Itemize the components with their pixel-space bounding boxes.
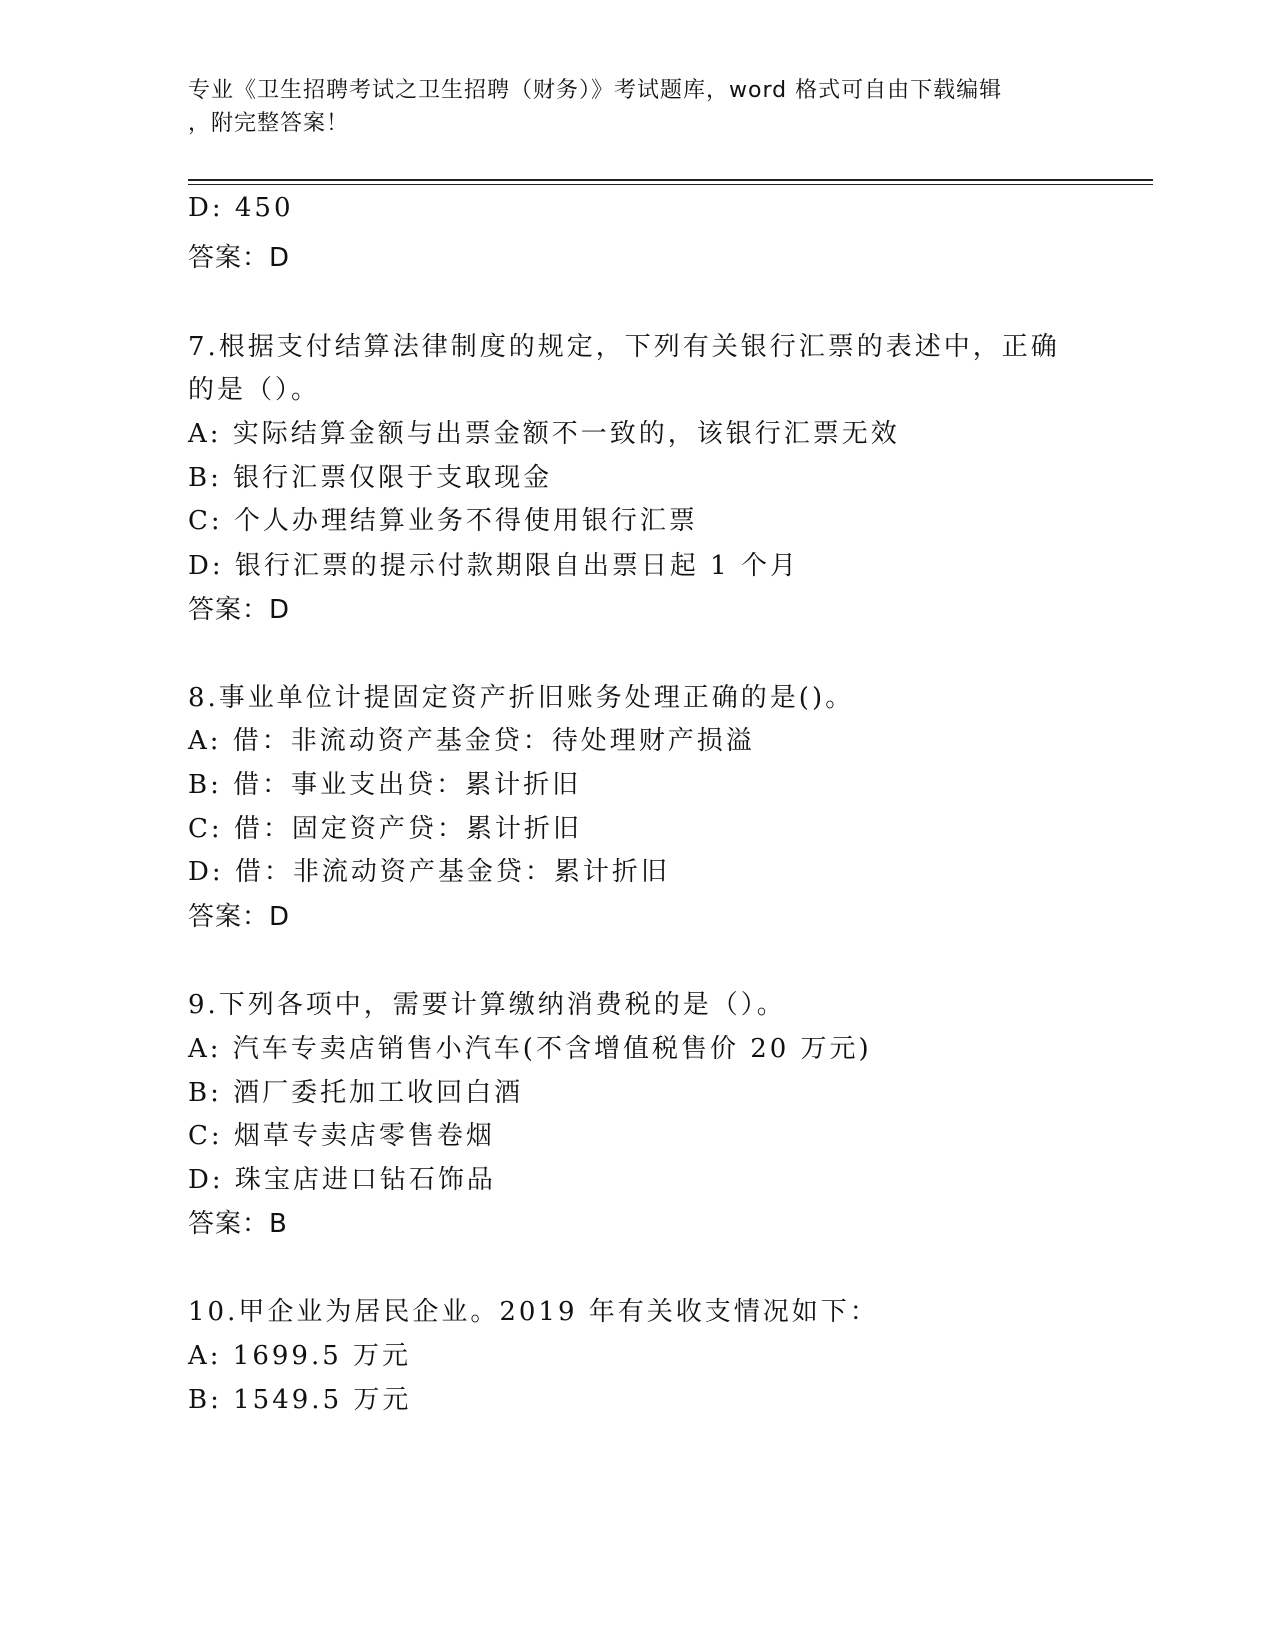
q7-option-c: C: 个人办理结算业务不得使用银行汇票 <box>188 506 698 536</box>
q8-option-a: A: 借：非流动资产基金贷：待处理财产损溢 <box>188 726 755 756</box>
header-line-2: ，附完整答案！ <box>188 111 350 136</box>
q8-option-c: C: 借：固定资产贷：累计折旧 <box>188 814 582 844</box>
q7-answer: 答案：D <box>188 595 291 625</box>
q9-option-a: A: 汽车专卖店销售小汽车(不含增值税售价 20 万元) <box>188 1034 872 1064</box>
q9-stem: 9.下列各项中，需要计算缴纳消费税的是（）。 <box>188 990 786 1020</box>
q7-stem-line-2: 的是（）。 <box>188 375 321 405</box>
q10-option-a: A: 1699.5 万元 <box>188 1341 412 1371</box>
q8-option-b: B: 借：事业支出贷：累计折旧 <box>188 770 582 800</box>
q9-answer: 答案：B <box>188 1209 288 1239</box>
q6-answer: 答案：D <box>188 243 291 273</box>
header-divider-thin <box>188 184 1153 185</box>
q6-option-d: D: 450 <box>188 193 294 223</box>
q9-option-d: D: 珠宝店进口钻石饰品 <box>188 1165 496 1195</box>
document-header <box>188 74 1068 140</box>
header-divider-thick <box>188 179 1153 181</box>
header-line-1: 专业《卫生招聘考试之卫生招聘（财务）》考试题库，word 格式可自由下载编辑 <box>188 78 1003 103</box>
q8-answer: 答案：D <box>188 902 291 932</box>
q10-option-b: B: 1549.5 万元 <box>188 1385 412 1415</box>
q7-option-b: B: 银行汇票仅限于支取现金 <box>188 463 553 493</box>
q8-option-d: D: 借：非流动资产基金贷：累计折旧 <box>188 857 670 887</box>
q9-option-c: C: 烟草专卖店零售卷烟 <box>188 1121 495 1151</box>
q10-stem: 10.甲企业为居民企业。2019 年有关收支情况如下： <box>188 1297 879 1327</box>
q7-option-d: D: 银行汇票的提示付款期限自出票日起 1 个月 <box>188 551 799 581</box>
q9-option-b: B: 酒厂委托加工收回白酒 <box>188 1078 524 1108</box>
q7-stem-line-1: 7.根据支付结算法律制度的规定，下列有关银行汇票的表述中，正确 <box>188 332 1060 362</box>
q8-stem: 8.事业单位计提固定资产折旧账务处理正确的是()。 <box>188 683 855 713</box>
q7-option-a: A: 实际结算金额与出票金额不一致的，该银行汇票无效 <box>188 419 900 449</box>
